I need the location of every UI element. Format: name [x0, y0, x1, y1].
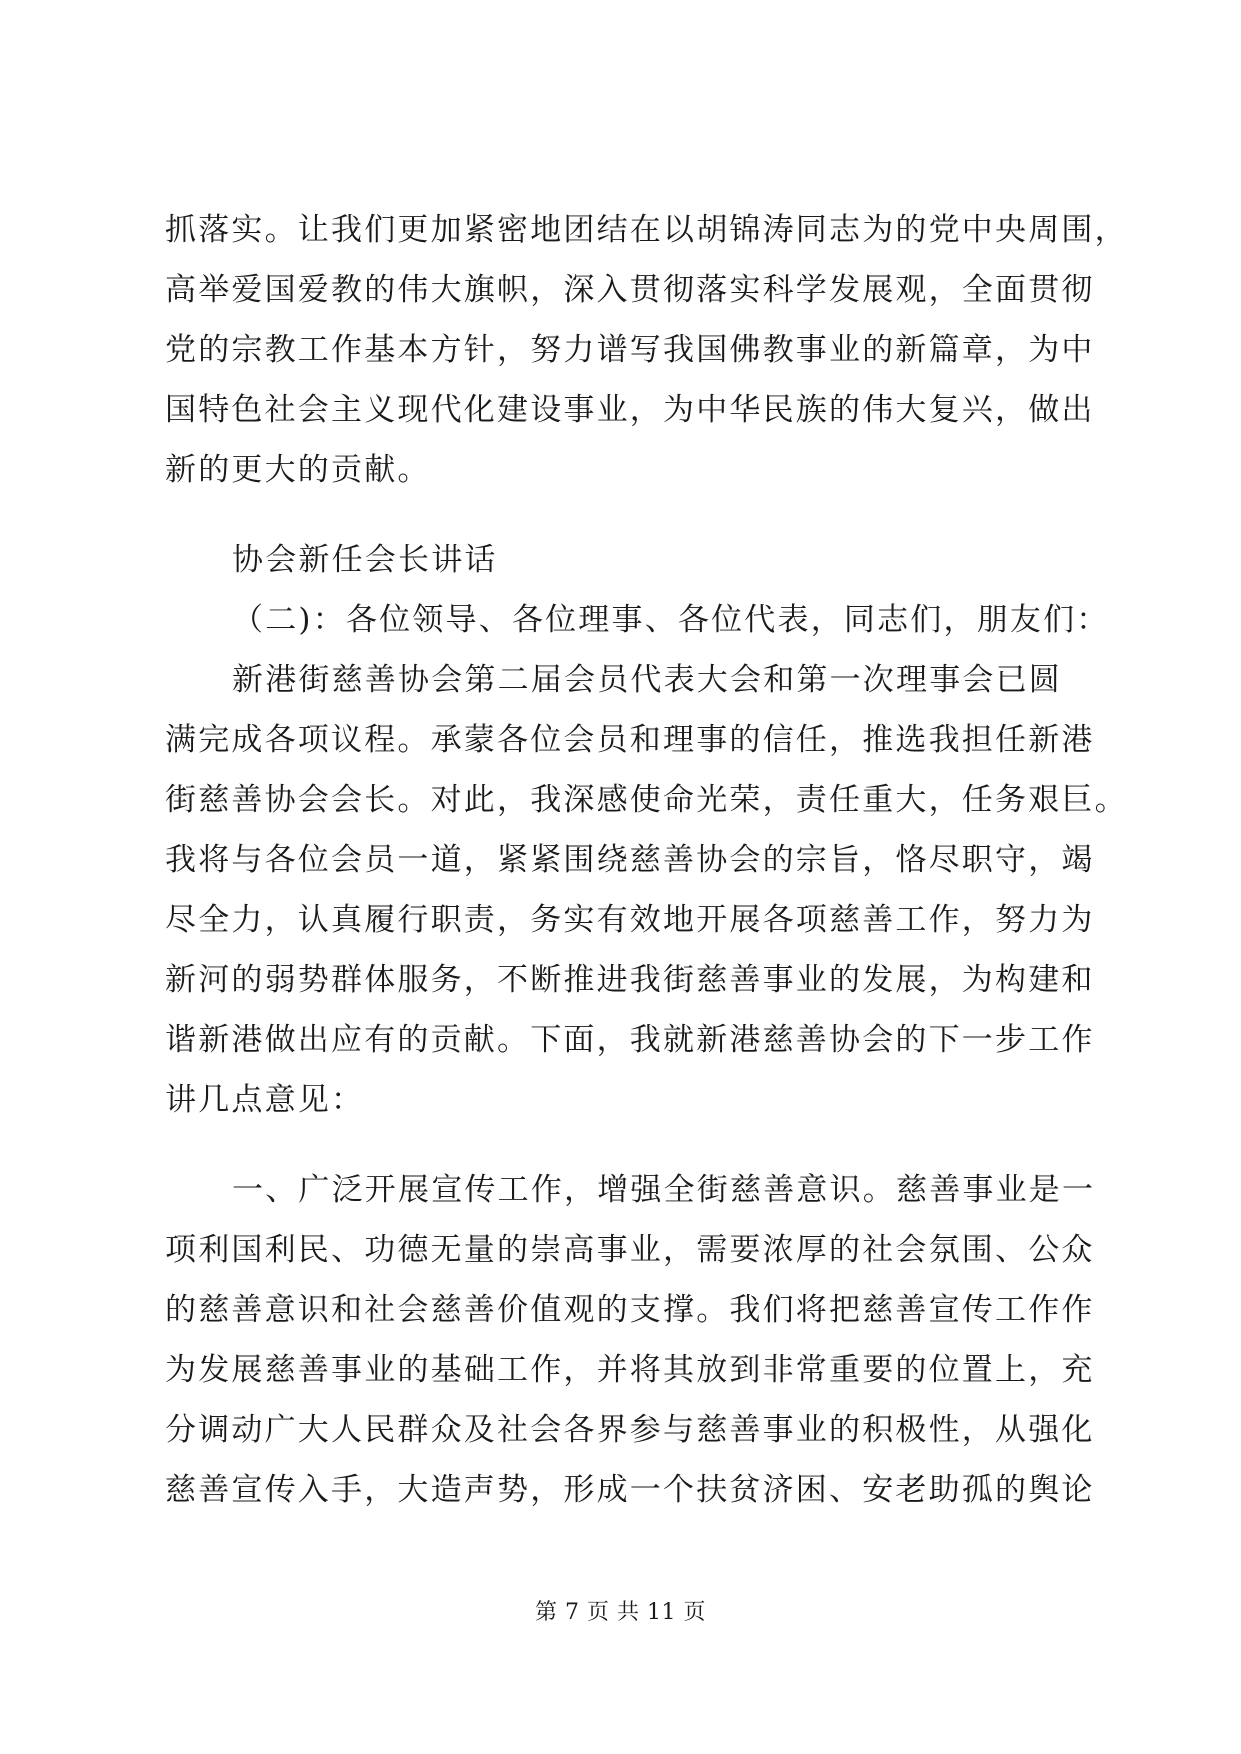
body-text-line: 分调动广大人民群众及社会各界参与慈善事业的积极性，从强化 [165, 1412, 1095, 1448]
body-text-line: 尽全力，认真履行职责，务实有效地开展各项慈善工作，努力为 [165, 902, 1095, 938]
body-text-line: 讲几点意见： [165, 1082, 365, 1118]
body-text-line: 为发展慈善事业的基础工作，并将其放到非常重要的位置上，充 [165, 1352, 1095, 1388]
body-text-line: 的慈善意识和社会慈善价值观的支撑。我们将把慈善宣传工作作 [165, 1292, 1095, 1328]
body-text-line: 街慈善协会会长。对此，我深感使命光荣，责任重大，任务艰巨。 [165, 782, 1128, 818]
body-text-line: 我将与各位会员一道，紧紧围绕慈善协会的宗旨，恪尽职守，竭 [165, 842, 1095, 878]
body-text-line: 新的更大的贡献。 [165, 452, 431, 488]
body-text-line: 项利国利民、功德无量的崇高事业，需要浓厚的社会氛围、公众 [165, 1232, 1095, 1268]
body-text-line: 抓落实。让我们更加紧密地团结在以胡锦涛同志为的党中央周围， [165, 212, 1128, 248]
body-text-line: 慈善宣传入手，大造声势，形成一个扶贫济困、安老助孤的舆论 [165, 1472, 1095, 1508]
body-text-line: 谐新港做出应有的贡献。下面，我就新港慈善协会的下一步工作 [165, 1022, 1095, 1058]
section-heading: 协会新任会长讲话 [232, 542, 498, 578]
body-text-line: 国特色社会主义现代化建设事业，为中华民族的伟大复兴，做出 [165, 392, 1095, 428]
body-text-line: 满完成各项议程。承蒙各位会员和理事的信任，推选我担任新港 [165, 722, 1095, 758]
body-text-line: （二)：各位领导、各位理事、各位代表，同志们，朋友们： [232, 602, 1110, 638]
page-number-footer: 第 7 页 共 11 页 [535, 1600, 706, 1625]
paragraph-first-line: 新港街慈善协会第二届会员代表大会和第一次理事会已圆 [232, 662, 1062, 698]
body-text-line: 高举爱国爱教的伟大旗帜，深入贯彻落实科学发展观，全面贯彻 [165, 272, 1095, 308]
body-text-line: 党的宗教工作基本方针，努力谱写我国佛教事业的新篇章，为中 [165, 332, 1095, 368]
paragraph-first-line: 一、广泛开展宣传工作，增强全街慈善意识。慈善事业是一 [232, 1172, 1096, 1208]
body-text-line: 新河的弱势群体服务，不断推进我街慈善事业的发展，为构建和 [165, 962, 1095, 998]
